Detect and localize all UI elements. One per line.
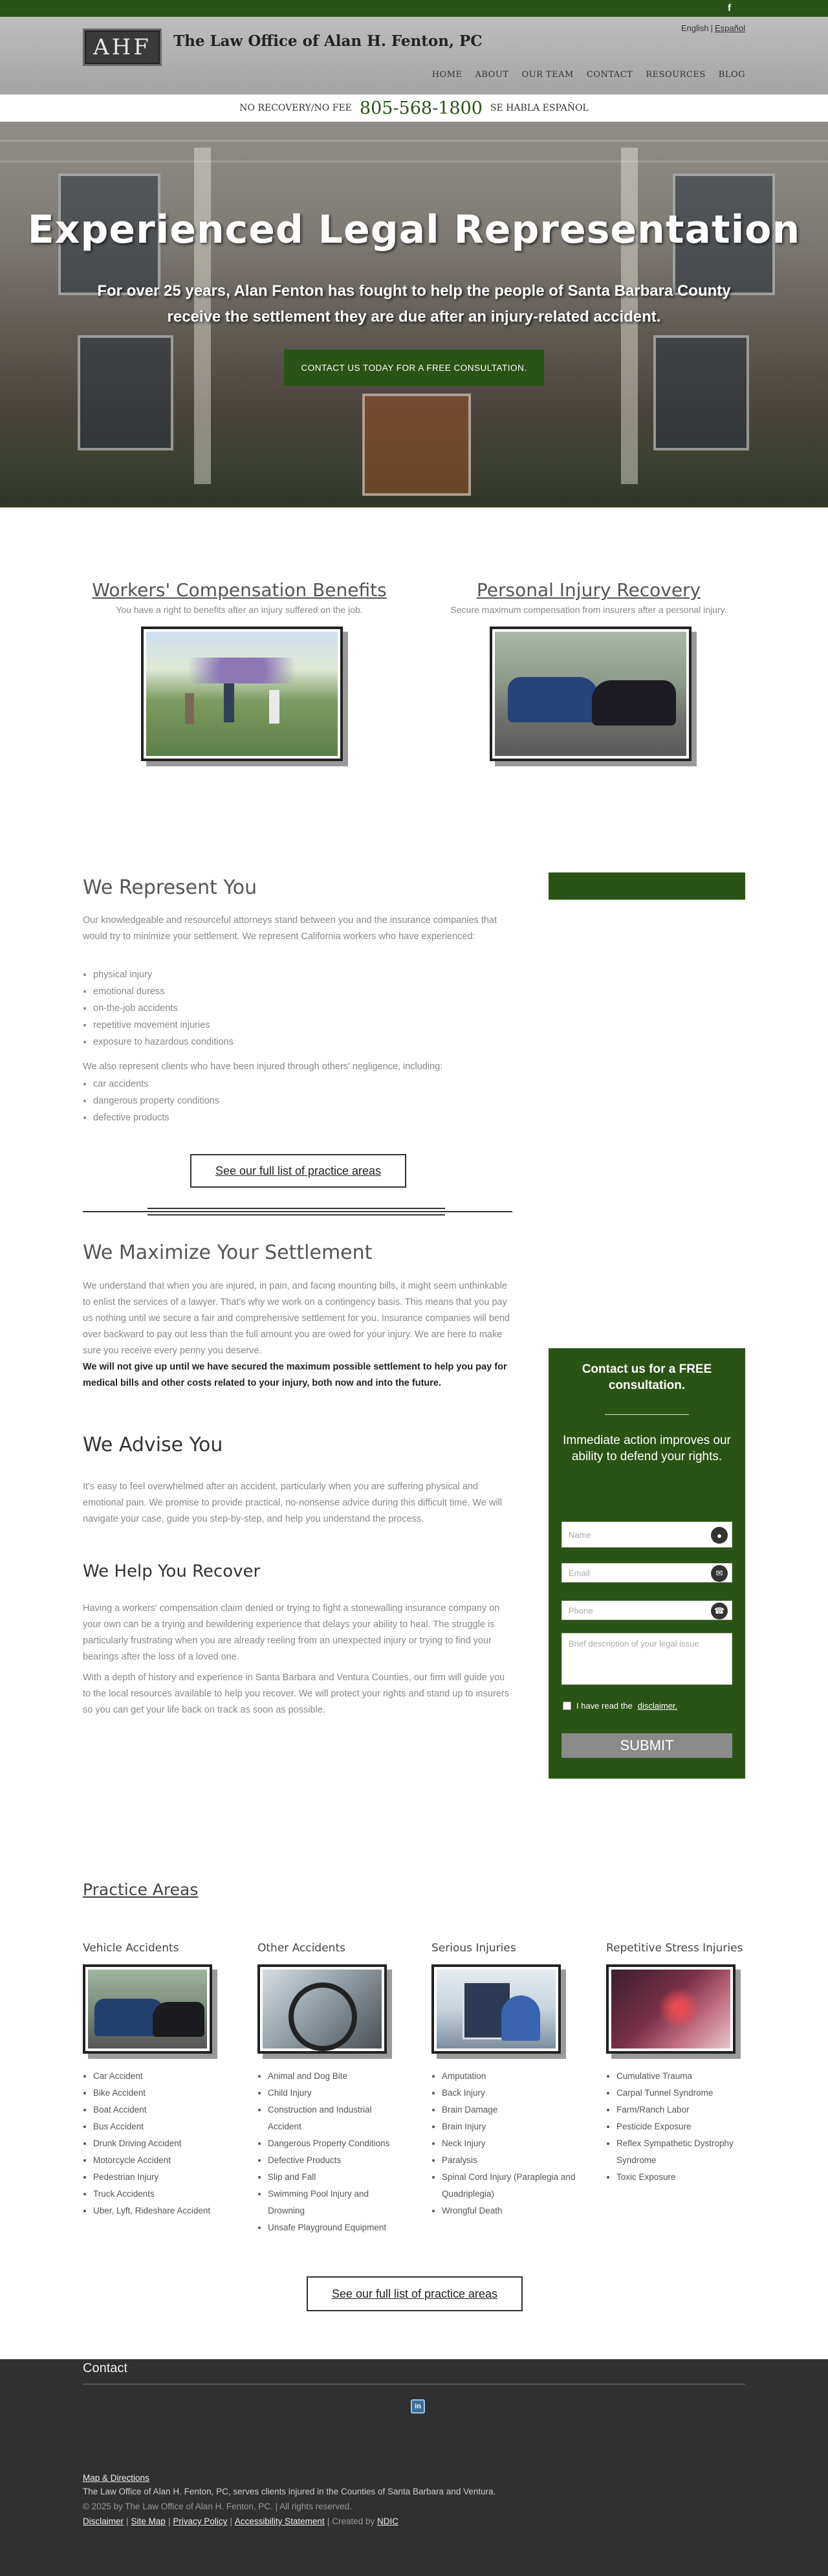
firm-name[interactable]: The Law Office of Alan H. Fenton, PC (173, 32, 483, 50)
hero-decor (0, 161, 828, 162)
site-map-link[interactable]: Site Map (131, 2516, 166, 2526)
phone-bar (0, 94, 828, 122)
list-item[interactable]: • Amputation (442, 2068, 578, 2085)
list-item: • physical injury (93, 966, 234, 983)
hero-title: Experienced Legal Representation (27, 207, 801, 252)
wheelchair-photo (263, 1970, 382, 2049)
list-item[interactable]: • Wrongful Death (442, 2203, 578, 2219)
spanish-text: SE HABLA ESPAÑOL (490, 103, 589, 113)
submit-button[interactable]: SUBMIT (561, 1733, 732, 1758)
list-item: • exposure to hazardous conditions (93, 1034, 234, 1050)
vehicle-accidents-list (83, 2068, 229, 2219)
doctor-shape (501, 1995, 540, 2041)
practice-column-title[interactable]: Repetitive Stress Injuries (606, 1942, 743, 1955)
name-input[interactable] (561, 1522, 732, 1548)
list-item[interactable]: • Reflex Sympathetic Dystrophy Syndrome (616, 2135, 752, 2169)
maximize-title: We Maximize Your Settlement (83, 1241, 373, 1264)
recover-body-1: Having a workers' compensation claim denied or trying to fight a stonewalling insurance company on your own can be a trying and bewildering experience that delays your ability to heal. The struggle is particularly frustrating when you are already reeling from an unexpected injury or trying to find your bearings after the loss of a loved one. (83, 1603, 500, 1662)
represent-title: We Represent You (83, 876, 257, 899)
footer-contact-title: Contact (83, 2361, 127, 2375)
list-item[interactable]: • Swimming Pool Injury and Drowning (268, 2186, 404, 2219)
checkbox-label: I have read the (576, 1701, 633, 1711)
footer-serves-text: The Law Office of Alan H. Fenton, PC, serves clients injured in the Counties of Santa Barbara and Ventura. (83, 2487, 496, 2496)
nav-contact[interactable]: CONTACT (586, 70, 633, 80)
disclaimer-checkbox[interactable] (563, 1702, 571, 1710)
list-item[interactable]: • Pedestrian Injury (93, 2169, 229, 2186)
footer-links (83, 2516, 398, 2526)
list-item: • repetitive movement injuries (93, 1017, 234, 1034)
maximize-body: We understand that when you are injured, in pain, and facing mounting bills, it might seem unthinkable to enlist the services of a lawyer. That's why we work on a contingency basis. This means that you pay us nothing until we secure a fair and comprehensive settlement for you. Insurance companies will bend over backward to pay out less than the full amount you are owed for your injury. We are here to make sure you receive every penny you deserve. (83, 1281, 510, 1356)
user-icon: ● (711, 1527, 728, 1544)
free-consultation-button[interactable]: CONTACT US TODAY FOR A FREE CONSULTATION. (284, 350, 544, 386)
link-separator: | (168, 2516, 171, 2526)
list-item[interactable]: • Slip and Fall (268, 2169, 404, 2186)
black-car-shape (153, 2002, 204, 2037)
person-shape (185, 693, 194, 724)
list-item[interactable]: • Bus Accident (93, 2118, 229, 2135)
disclaimer-link[interactable]: disclaimer. (637, 1701, 678, 1711)
created-by-label: Created by (332, 2516, 375, 2526)
list-item: • on-the-job accidents (93, 1000, 234, 1017)
repetitive-stress-image[interactable] (606, 1964, 735, 2054)
list-item[interactable]: • Animal and Dog Bite (268, 2068, 404, 2085)
list-item: • dangerous property conditions (93, 1093, 219, 1109)
list-item[interactable]: • Spinal Cord Injury (Paraplegia and Quadriplegia) (442, 2169, 578, 2203)
no-fee-text: NO RECOVERY/NO FEE (239, 103, 352, 113)
phone-input[interactable] (561, 1601, 732, 1620)
list-item[interactable]: • Drunk Driving Accident (93, 2135, 229, 2152)
language-switcher (681, 23, 745, 33)
link-separator: | (327, 2516, 330, 2526)
list-item: • emotional duress (93, 983, 234, 1000)
map-directions-link[interactable]: Map & Directions (83, 2473, 149, 2483)
list-item[interactable]: • Dangerous Property Conditions (268, 2135, 404, 2152)
flowers-shape (166, 658, 318, 683)
serious-injuries-image[interactable] (431, 1964, 561, 2054)
list-item[interactable]: • Construction and Industrial Accident (268, 2102, 404, 2135)
practice-column-title[interactable]: Vehicle Accidents (83, 1942, 179, 1955)
list-item[interactable]: • Pesticide Exposure (616, 2118, 752, 2135)
hero-banner (0, 122, 828, 507)
link-separator: | (126, 2516, 129, 2526)
person-shape (269, 690, 279, 724)
maximize-bold: We will not give up until we have secured the maximum possible settlement to help you pay for medical bills and other costs related to your injury, both now and into the future. (83, 1362, 507, 1388)
nav-our-team[interactable]: OUR TEAM (521, 70, 574, 80)
feature-workers-comp (71, 579, 408, 615)
disclaimer-footer-link[interactable]: Disclaimer (83, 2516, 124, 2526)
form-subtitle: Immediate action improves our ability to defend your rights. (563, 1434, 731, 1463)
feature-subtitle: Secure maximum compensation from insurers after a personal injury. (450, 605, 727, 615)
list-item[interactable]: • Carpal Tunnel Syndrome (616, 2085, 752, 2102)
email-input[interactable] (561, 1563, 732, 1582)
name-placeholder: Name (569, 1529, 591, 1540)
main-nav (432, 70, 745, 80)
divider (147, 1208, 445, 1209)
hero-window (653, 335, 749, 450)
list-item: • defective products (93, 1109, 219, 1126)
creator-link[interactable]: NDIC (377, 2516, 399, 2526)
workers-comp-image[interactable] (141, 627, 343, 761)
list-item[interactable]: • Neck Injury (442, 2135, 578, 2152)
practice-column-other (257, 1942, 406, 2232)
sidebar-header-box (549, 872, 745, 900)
represent-mid: We also represent clients who have been injured through others' negligence, including: (83, 1061, 443, 1072)
practice-column-title[interactable]: Serious Injuries (431, 1942, 516, 1955)
list-item[interactable]: • Truck Accidents (93, 2186, 229, 2203)
disclaimer-checkbox-row (563, 1701, 677, 1711)
nav-blog[interactable]: BLOG (718, 70, 745, 80)
wrist-pain-photo (611, 1970, 730, 2049)
serious-injuries-list (431, 2068, 578, 2219)
nav-home[interactable]: HOME (431, 70, 463, 80)
site-header (0, 17, 828, 94)
recover-body-2: With a depth of history and experience in Santa Barbara and Ventura Counties, our firm will guide you to the local resources available to help you recover. We will protect your rights and stand up to insurers so you can get your life back on track as soon as possible. (83, 1672, 510, 1715)
list-item[interactable]: • Bike Accident (93, 2085, 229, 2102)
phone-icon: ☎ (711, 1603, 728, 1619)
list-item[interactable]: • Defective Products (268, 2152, 404, 2169)
nav-resources[interactable]: RESOURCES (646, 70, 706, 80)
recover-title: We Help You Recover (83, 1562, 261, 1581)
form-divider (605, 1414, 689, 1415)
list-item[interactable]: • Uber, Lyft, Rideshare Accident (93, 2203, 229, 2219)
site-footer (0, 2359, 828, 2576)
feature-personal-injury (420, 579, 757, 615)
logo[interactable]: AHF (83, 28, 162, 66)
divider (83, 1211, 512, 1212)
practice-column-serious (431, 1942, 580, 2215)
other-accidents-image[interactable] (257, 1964, 387, 2054)
represent-list-workers (83, 966, 234, 1050)
hero-decor (0, 140, 828, 142)
represent-list-negligence (83, 1076, 219, 1126)
phone-number[interactable]: 805-568-1800 (359, 98, 483, 118)
car-crash-photo (495, 632, 686, 756)
list-item[interactable]: • Child Injury (268, 2085, 404, 2102)
facebook-icon[interactable]: f (728, 3, 731, 14)
practice-areas-full-list-button[interactable]: See our full list of practice areas (307, 2276, 523, 2311)
repetitive-stress-list (606, 2068, 752, 2186)
privacy-policy-link[interactable]: Privacy Policy (173, 2516, 228, 2526)
footer-copyright: © 2025 by The Law Office of Alan H. Fenton, PC. | All rights reserved. (83, 2502, 352, 2511)
practice-column-vehicle (83, 1942, 232, 2215)
list-item[interactable]: • Toxic Exposure (616, 2169, 752, 2186)
envelope-icon: ✉ (711, 1565, 728, 1582)
represent-intro: Our knowledgeable and resourceful attorneys stand between you and the insurance companies that would try to minimize your settlement. We represent California workers who have experienced: (83, 915, 497, 942)
link-separator: | (230, 2516, 232, 2526)
list-item[interactable]: • Paralysis (442, 2152, 578, 2169)
feature-title[interactable]: Workers' Compensation Benefits (92, 579, 387, 601)
list-item[interactable]: • Brain Injury (442, 2118, 578, 2135)
phone-placeholder: Phone (569, 1605, 593, 1616)
practice-areas-title[interactable]: Practice Areas (83, 1880, 199, 1899)
list-item[interactable]: • Car Accident (93, 2068, 229, 2085)
hero-door (362, 394, 471, 496)
car-crash-photo (88, 1970, 207, 2049)
message-placeholder: Brief description of your legal issue (569, 1639, 699, 1649)
practice-column-title[interactable]: Other Accidents (257, 1942, 345, 1955)
list-item[interactable]: • Farm/Ranch Labor (616, 2102, 752, 2118)
wheel-shape (289, 1982, 357, 2051)
practice-areas-button[interactable]: See our full list of practice areas (190, 1154, 406, 1188)
other-accidents-list (257, 2068, 404, 2236)
list-item: • car accidents (93, 1076, 219, 1093)
divider (147, 1214, 445, 1216)
linkedin-icon[interactable]: in (411, 2399, 425, 2414)
black-car-shape (592, 680, 676, 726)
lang-spanish-link[interactable]: Español (715, 23, 745, 33)
list-item[interactable]: • Boat Accident (93, 2102, 229, 2118)
field-workers-photo (146, 632, 338, 756)
pain-highlight-shape (657, 1989, 702, 2028)
blue-car-shape (508, 677, 598, 722)
feature-title[interactable]: Personal Injury Recovery (476, 579, 701, 601)
list-item[interactable]: • Cumulative Trauma (616, 2068, 752, 2085)
message-textarea[interactable] (561, 1633, 732, 1685)
lang-english-link[interactable]: English (681, 23, 709, 33)
personal-injury-image[interactable] (490, 627, 692, 761)
email-placeholder: Email (569, 1568, 590, 1578)
practice-column-repetitive (606, 1942, 755, 2182)
lang-separator: | (710, 23, 714, 33)
xray-photo (437, 1970, 556, 2049)
contact-form (549, 1348, 745, 1779)
list-item[interactable]: • Motorcycle Accident (93, 2152, 229, 2169)
feature-subtitle: You have a right to benefits after an injury suffered on the job. (116, 605, 363, 615)
advise-title: We Advise You (83, 1434, 223, 1456)
advise-body: It's easy to feel overwhelmed after an accident, particularly when you are suffering physical and emotional pain. We promise to provide practical, no-nonsense advice during this difficult time. We will navigate your case, guide you step-by-step, and help you understand the process. (83, 1482, 502, 1524)
list-item[interactable]: • Unsafe Playground Equipment (268, 2219, 404, 2236)
person-shape (224, 683, 234, 722)
accessibility-link[interactable]: Accessibility Statement (234, 2516, 325, 2526)
vehicle-accidents-image[interactable] (83, 1964, 212, 2054)
form-title: Contact us for a FREE consultation. (582, 1362, 712, 1392)
hero-window (78, 335, 173, 450)
hero-subtitle: For over 25 years, Alan Fenton has fought to help the people of Santa Barbara County receive the settlement they are due after an injury-related accident. (97, 282, 731, 326)
list-item[interactable]: • Back Injury (442, 2085, 578, 2102)
top-bar (0, 0, 828, 17)
nav-about[interactable]: ABOUT (475, 70, 509, 80)
list-item[interactable]: • Brain Damage (442, 2102, 578, 2118)
